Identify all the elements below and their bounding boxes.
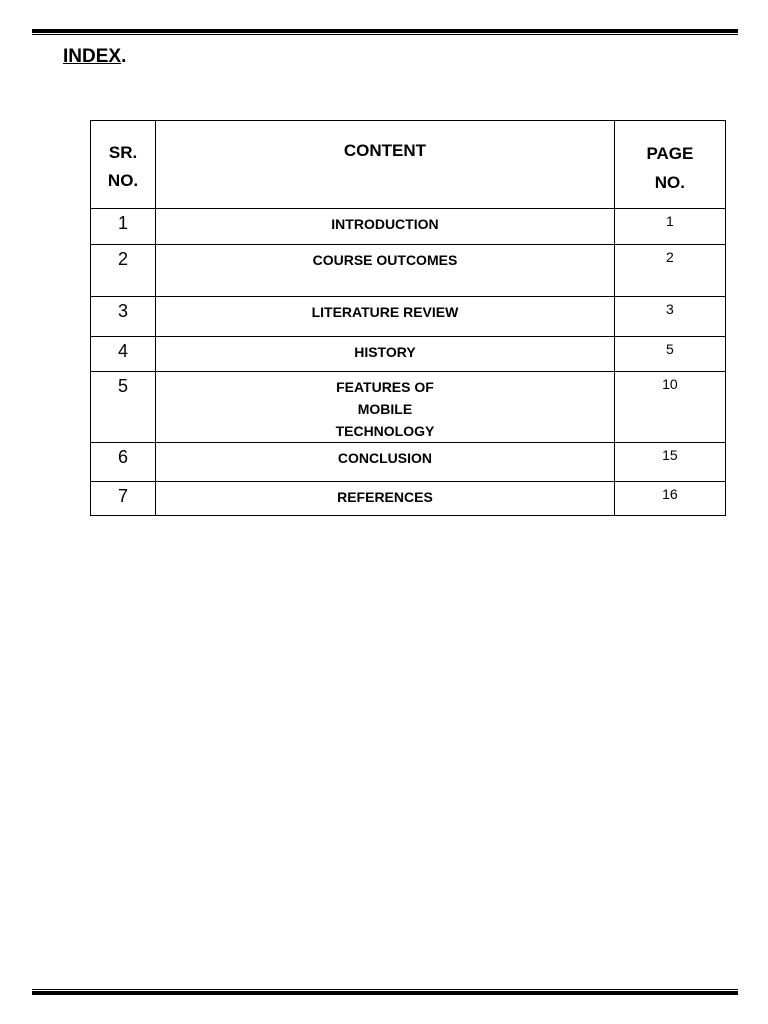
row-sr-no: 2 [91,245,156,297]
row-page-no: 10 [614,372,725,443]
row-sr-no: 6 [91,443,156,482]
table-row [91,337,726,372]
bottom-page-border-thin [32,989,738,990]
header-page-line2: NO. [654,173,686,192]
row-sr-no: 3 [91,297,156,337]
row-content [156,209,615,245]
row-page-no: 2 [614,245,725,297]
row-page-no: 5 [614,337,725,372]
row-content-text: FEATURES OF MOBILE TECHNOLOGY [335,379,435,439]
row-page-no: 16 [614,482,725,516]
header-sr-line2: NO. [107,171,139,190]
top-page-border-thin [32,34,738,35]
row-content-text: CONCLUSION [337,450,433,466]
top-page-border [32,29,738,33]
row-content [156,245,615,297]
row-content [156,443,615,482]
row-content-text: LITERATURE REVIEW [311,304,459,320]
header-sr-no [91,121,156,209]
bottom-page-border [32,991,738,995]
title-period: . [121,46,127,67]
header-page-no [614,121,725,209]
row-page-no: 1 [614,209,725,245]
row-sr-no: 4 [91,337,156,372]
row-sr-no: 7 [91,482,156,516]
table-row [91,482,726,516]
table-row [91,245,726,297]
table-row [91,443,726,482]
row-page-no: 15 [614,443,725,482]
row-sr-no: 1 [91,209,156,245]
row-content [156,297,615,337]
table-row [91,297,726,337]
table-row [91,209,726,245]
page-title [63,46,126,68]
row-content [156,337,615,372]
table-header-row [91,121,726,209]
header-sr-line1: SR. [108,143,138,162]
row-content-text: REFERENCES [337,489,433,505]
row-content [156,372,615,443]
header-page-line1: PAGE [646,144,694,163]
index-title-text: INDEX [63,46,122,67]
row-page-no: 3 [614,297,725,337]
header-content: CONTENT [156,121,615,209]
table-row [91,372,726,443]
index-table [90,120,726,516]
row-content-text: INTRODUCTION [331,216,439,232]
row-sr-no: 5 [91,372,156,443]
row-content-text: COURSE OUTCOMES [312,252,458,268]
row-content [156,482,615,516]
row-content-text: HISTORY [354,344,416,360]
